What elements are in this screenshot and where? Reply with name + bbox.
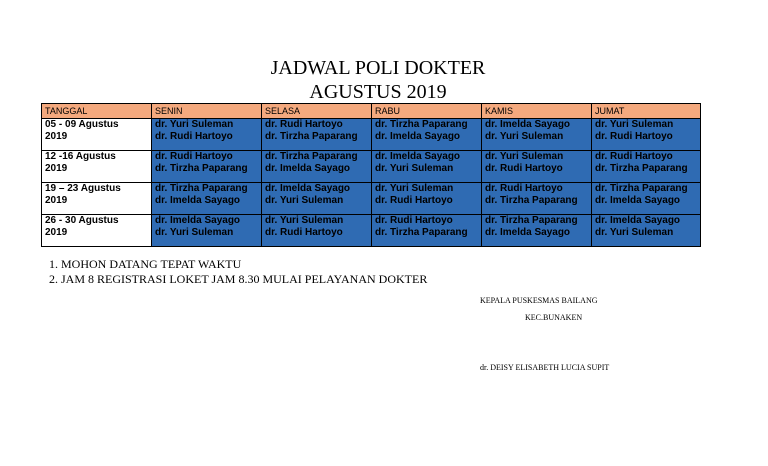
doctor-cell — [592, 215, 701, 247]
doctor-name: dr. Tirzha Paparang — [485, 215, 578, 226]
col-header-selasa: SELASA — [262, 104, 372, 119]
doctor-name: dr. Tirzha Paparang — [375, 227, 468, 238]
col-header-tanggal: TANGGAL — [42, 104, 152, 119]
doctor-name: dr. Tirzha Paparang — [155, 183, 248, 194]
note-item: 1. MOHON DATANG TEPAT WAKTU — [49, 257, 242, 271]
doctor-name: dr. Tirzha Paparang — [595, 183, 688, 194]
signature-district: KEC.BUNAKEN — [525, 313, 583, 322]
signature-name: dr. DEISY ELISABETH LUCIA SUPIT — [480, 363, 610, 372]
date-cell — [42, 119, 152, 151]
date-range: 05 - 09 Agustus — [45, 119, 119, 130]
doctor-name: dr. Yuri Suleman — [155, 119, 234, 130]
doctor-cell — [152, 151, 262, 183]
doctor-name: dr. Yuri Suleman — [375, 163, 454, 174]
doctor-name: dr. Rudi Hartoyo — [265, 227, 343, 238]
doctor-name: dr. Tirzha Paparang — [265, 131, 358, 142]
doctor-cell — [372, 183, 482, 215]
doctor-name: dr. Yuri Suleman — [595, 227, 674, 238]
table-header-row — [42, 104, 701, 119]
doctor-cell — [372, 119, 482, 151]
doctor-name: dr. Tirzha Paparang — [375, 119, 468, 130]
col-header-senin: SENIN — [152, 104, 262, 119]
table-row — [42, 151, 701, 183]
page-subtitle: AGUSTUS 2019 — [309, 81, 447, 103]
doctor-name: dr. Imelda Sayago — [595, 215, 681, 226]
doctor-name: dr. Imelda Sayago — [265, 163, 351, 174]
doctor-name: dr. Yuri Suleman — [265, 195, 344, 206]
table-row — [42, 183, 701, 215]
doctor-cell — [592, 119, 701, 151]
doctor-name: dr. Yuri Suleman — [485, 131, 564, 142]
doctor-name: dr. Yuri Suleman — [375, 183, 454, 194]
doctor-name: dr. Yuri Suleman — [155, 227, 234, 238]
doctor-name: dr. Yuri Suleman — [265, 215, 344, 226]
doctor-name: dr. Imelda Sayago — [375, 151, 461, 162]
doctor-cell — [262, 151, 372, 183]
doctor-name: dr. Yuri Suleman — [595, 119, 674, 130]
date-cell — [42, 215, 152, 247]
doctor-name: dr. Rudi Hartoyo — [155, 151, 233, 162]
doctor-name: dr. Rudi Hartoyo — [375, 195, 453, 206]
page-title: JADWAL POLI DOKTER — [270, 57, 486, 79]
doctor-name: dr. Tirzha Paparang — [265, 151, 358, 162]
date-year: 2019 — [45, 131, 68, 142]
date-year: 2019 — [45, 227, 68, 238]
note-item: 2. JAM 8 REGISTRASI LOKET JAM 8.30 MULAI PELAYANAN DOKTER — [49, 272, 428, 286]
doctor-name: dr. Rudi Hartoyo — [375, 215, 453, 226]
doctor-cell — [592, 183, 701, 215]
table-row — [42, 215, 701, 247]
doctor-name: dr. Rudi Hartoyo — [485, 163, 563, 174]
doctor-cell — [482, 151, 592, 183]
doctor-name: dr. Rudi Hartoyo — [485, 183, 563, 194]
doctor-name: dr. Imelda Sayago — [265, 183, 351, 194]
doctor-name: dr. Tirzha Paparang — [595, 163, 688, 174]
doctor-name: dr. Tirzha Paparang — [485, 195, 578, 206]
doctor-cell — [262, 119, 372, 151]
doctor-name: dr. Imelda Sayago — [375, 131, 461, 142]
doctor-cell — [152, 215, 262, 247]
date-range: 26 - 30 Agustus — [45, 215, 119, 226]
date-year: 2019 — [45, 195, 68, 206]
doctor-cell — [152, 183, 262, 215]
col-header-jumat: JUMAT — [592, 104, 701, 119]
doctor-name: dr. Imelda Sayago — [155, 215, 241, 226]
date-range: 12 -16 Agustus — [45, 151, 116, 162]
doctor-cell — [592, 151, 701, 183]
col-header-kamis: KAMIS — [482, 104, 592, 119]
doctor-name: dr. Imelda Sayago — [155, 195, 241, 206]
doctor-name: dr. Imelda Sayago — [485, 227, 571, 238]
col-header-rabu: RABU — [372, 104, 482, 119]
doctor-cell — [482, 215, 592, 247]
table-row — [42, 119, 701, 151]
doctor-cell — [372, 151, 482, 183]
doctor-cell — [372, 215, 482, 247]
date-cell — [42, 151, 152, 183]
date-cell — [42, 183, 152, 215]
doctor-cell — [482, 119, 592, 151]
doctor-cell — [262, 215, 372, 247]
doctor-name: dr. Rudi Hartoyo — [265, 119, 343, 130]
notes-list — [49, 257, 427, 287]
doctor-name: dr. Tirzha Paparang — [155, 163, 248, 174]
doctor-name: dr. Yuri Suleman — [485, 151, 564, 162]
doctor-name: dr. Imelda Sayago — [485, 119, 571, 130]
doctor-name: dr. Rudi Hartoyo — [155, 131, 233, 142]
doctor-name: dr. Rudi Hartoyo — [595, 131, 673, 142]
date-range: 19 – 23 Agustus — [45, 183, 121, 194]
doctor-name: dr. Imelda Sayago — [595, 195, 681, 206]
doctor-name: dr. Rudi Hartoyo — [595, 151, 673, 162]
doctor-cell — [482, 183, 592, 215]
schedule-table — [41, 103, 701, 247]
doctor-cell — [152, 119, 262, 151]
signature-office: KEPALA PUSKESMAS BAILANG — [480, 296, 598, 305]
date-year: 2019 — [45, 163, 68, 174]
doctor-cell — [262, 183, 372, 215]
